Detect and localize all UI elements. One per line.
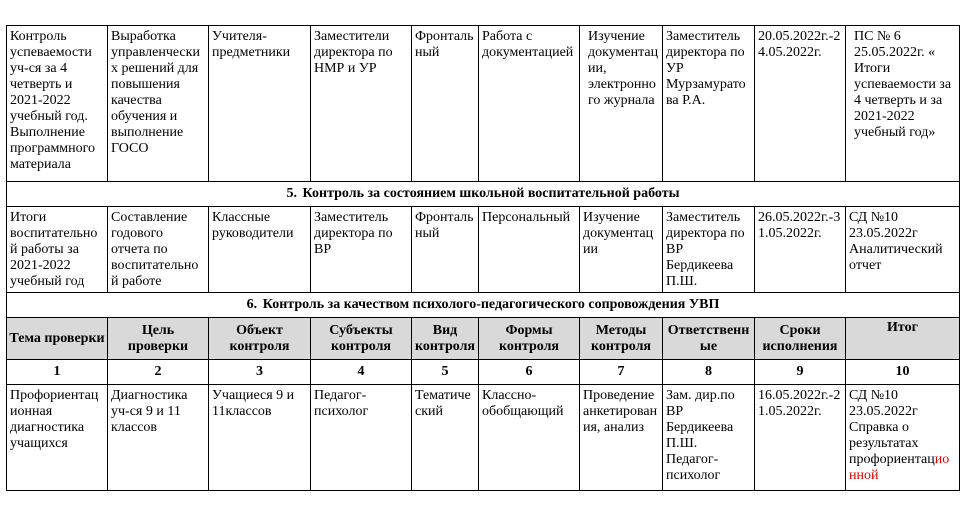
subject-cell: Педагог-психолог: [311, 385, 412, 491]
form-cell: Работа с документацией: [479, 26, 580, 182]
type-cell: Тематический: [412, 385, 479, 491]
column-number: 2: [108, 360, 209, 385]
form-cell: Классно-обобщающий: [479, 385, 580, 491]
section-row: [7, 293, 960, 318]
table-row: [7, 26, 960, 182]
column-header: Формы контроля: [479, 318, 580, 360]
column-header: Ответственные: [663, 318, 755, 360]
section-number: 5.: [286, 186, 297, 201]
deadline-cell: 26.05.2022г.-31.05.2022г.: [755, 207, 846, 293]
goal-cell: Диагностика уч-ся 9 и 11 классов: [108, 385, 209, 491]
result-text: СД №10 23.05.2022г Справка о результатах профориентац: [849, 388, 935, 467]
subject-cell: Заместитель директора по ВР: [311, 207, 412, 293]
form-cell: Персональный: [479, 207, 580, 293]
goal-cell: Выработка управленческих решений для повышения качества обучения и выполнение ГОСО: [108, 26, 209, 182]
column-number: 7: [580, 360, 663, 385]
type-cell: Фронтальный: [412, 207, 479, 293]
column-header: Сроки исполнения: [755, 318, 846, 360]
responsible-cell: Заместитель директора по УР Мурзамуратова Р.А.: [663, 26, 755, 182]
responsible-cell: Заместитель директора по ВР Бердикеева П.Ш.: [663, 207, 755, 293]
topic-cell: Контроль успеваемости уч-ся за 4 четверть и 2021-2022 учебный год. Выполнение программного материала: [7, 26, 108, 182]
column-header: Итог: [846, 318, 960, 360]
object-cell: Учащиеся 9 и 11классов: [209, 385, 311, 491]
section-title: Контроль за качеством психолого-педагогического сопровождения УВП: [262, 297, 720, 312]
column-number: 10: [846, 360, 960, 385]
type-cell: Фронтальный: [412, 26, 479, 182]
section-title: Контроль за состоянием школьной воспитательной работы: [302, 186, 680, 201]
goal-cell: Составление годового отчета по воспитательной работе: [108, 207, 209, 293]
column-header: Объект контроля: [209, 318, 311, 360]
section-number: 6.: [246, 297, 258, 312]
object-cell: Классные руководители: [209, 207, 311, 293]
column-header: Субъекты контроля: [311, 318, 412, 360]
table-row: [7, 207, 960, 293]
method-cell: Изучение документации, электронного журнала: [580, 26, 663, 182]
column-number: 4: [311, 360, 412, 385]
column-header: Тема проверки: [7, 318, 108, 360]
column-header: Вид контроля: [412, 318, 479, 360]
column-number: 3: [209, 360, 311, 385]
column-number: 8: [663, 360, 755, 385]
table-row: [7, 385, 960, 491]
method-cell: Изучение документации: [580, 207, 663, 293]
column-number-row: [7, 360, 960, 385]
result-cell: СД №10 23.05.2022г Аналитический отчет: [846, 207, 960, 293]
topic-cell: Итоги воспитательной работы за 2021-2022 учебный год: [7, 207, 108, 293]
deadline-cell: 16.05.2022г.-21.05.2022г.: [755, 385, 846, 491]
control-plan-table: [6, 25, 960, 491]
method-cell: Проведение анкетирования, анализ: [580, 385, 663, 491]
topic-cell: Профориентационная диагностика учащихся: [7, 385, 108, 491]
object-cell: Учителя-предметники: [209, 26, 311, 182]
result-text-highlight: ионной: [849, 452, 950, 483]
column-number: 5: [412, 360, 479, 385]
header-row: [7, 318, 960, 360]
subject-cell: Заместители директора по НМР и УР: [311, 26, 412, 182]
section-row: [7, 182, 960, 207]
column-number: 6: [479, 360, 580, 385]
column-header: Методы контроля: [580, 318, 663, 360]
deadline-cell: 20.05.2022г.-24.05.2022г.: [755, 26, 846, 182]
section-5-heading: [7, 182, 960, 207]
column-number: 1: [7, 360, 108, 385]
result-cell: ПС № 6 25.05.2022г. « Итоги успеваемости за 4 четверть и за 2021-2022 учебный год»: [846, 26, 960, 182]
responsible-cell: Зам. дир.по ВР Бердикеева П.Ш. Педагог-психолог: [663, 385, 755, 491]
column-header: Цель проверки: [108, 318, 209, 360]
section-6-heading: [7, 293, 960, 318]
column-number: 9: [755, 360, 846, 385]
result-cell: [846, 385, 960, 491]
